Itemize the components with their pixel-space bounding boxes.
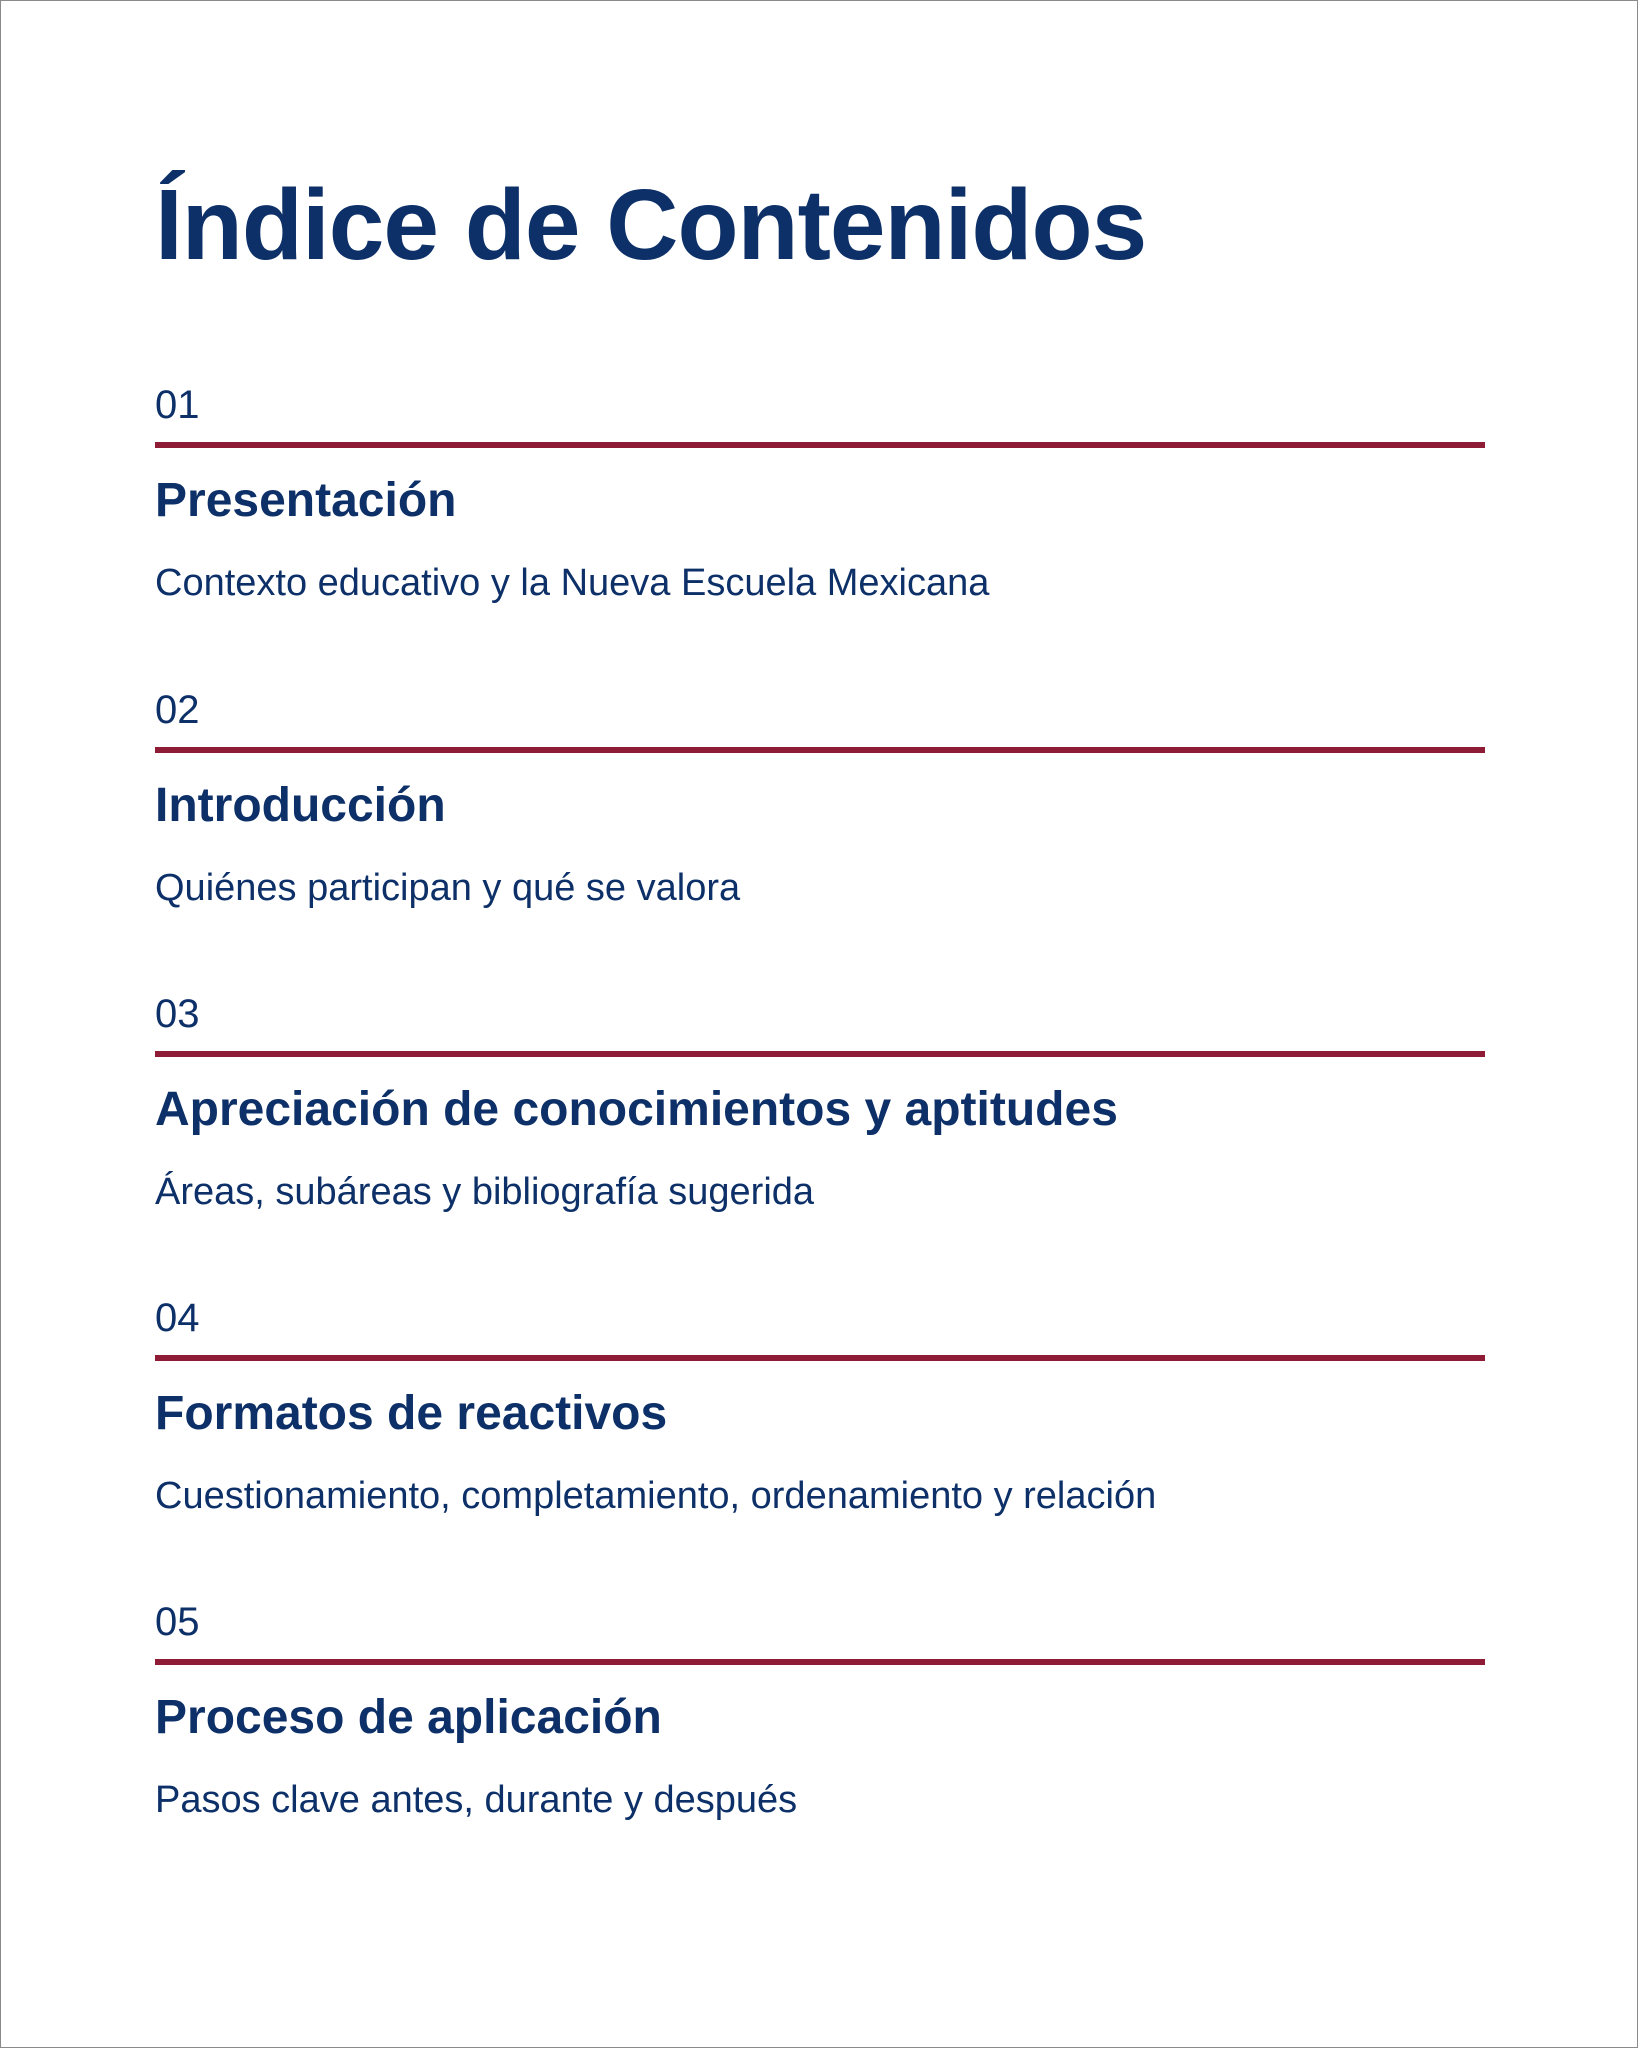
section-heading: Apreciación de conocimientos y aptitudes [155, 1083, 1118, 1136]
section-divider [155, 1051, 1485, 1057]
section-heading: Proceso de aplicación [155, 1691, 662, 1744]
section-number: 02 [155, 688, 200, 732]
section-divider [155, 1355, 1485, 1361]
section-description: Cuestionamiento, completamiento, ordenamiento y relación [155, 1475, 1157, 1517]
section-description: Áreas, subáreas y bibliografía sugerida [155, 1171, 815, 1213]
page-title: Índice de Contenidos [155, 169, 1147, 281]
section-number: 01 [155, 383, 200, 427]
section-divider [155, 442, 1485, 448]
section-description: Quiénes participan y qué se valora [155, 867, 741, 909]
section-description: Contexto educativo y la Nueva Escuela Mexicana [155, 562, 990, 604]
section-divider [155, 1659, 1485, 1665]
section-heading: Presentación [155, 474, 457, 527]
section-number: 04 [155, 1296, 200, 1340]
section-heading: Introducción [155, 779, 446, 832]
section-description: Pasos clave antes, durante y después [155, 1779, 798, 1821]
section-number: 03 [155, 992, 200, 1036]
section-divider [155, 747, 1485, 753]
section-number: 05 [155, 1600, 200, 1644]
section-heading: Formatos de reactivos [155, 1387, 668, 1440]
